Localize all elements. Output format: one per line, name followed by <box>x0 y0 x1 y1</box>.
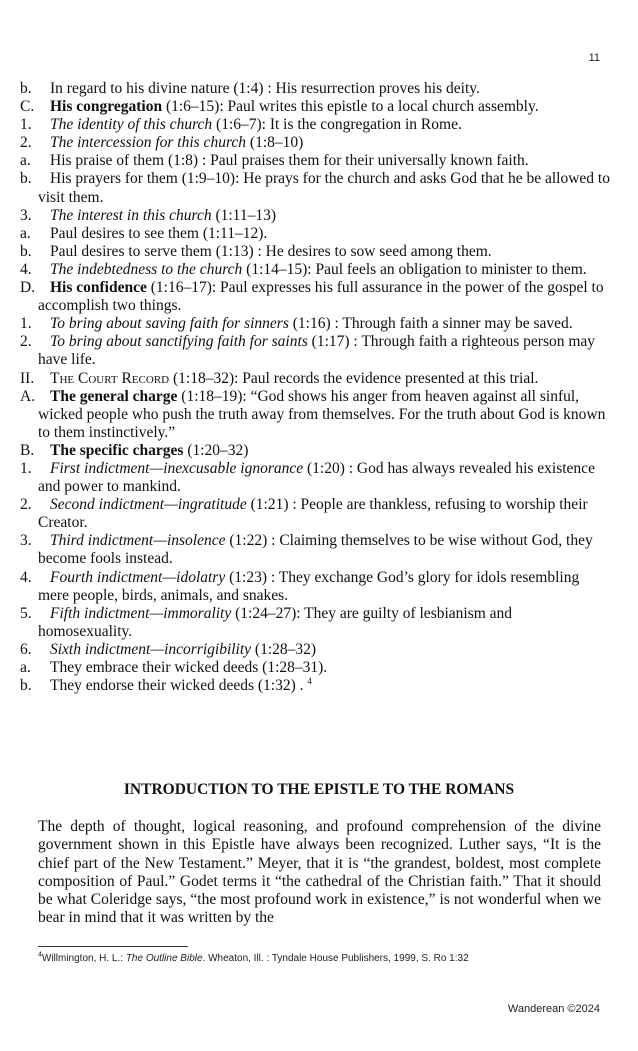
outline-marker: 2. <box>20 333 32 351</box>
outline-marker: 3. <box>20 206 32 224</box>
outline-description: (1:23) : They exchange God’s glory for idols resembling mere people, birds, animals, and snakes. <box>38 568 580 604</box>
outline-text <box>38 605 610 641</box>
outline-item <box>20 134 610 152</box>
outline-item <box>20 170 610 206</box>
outline-text <box>38 98 610 116</box>
outline-item <box>20 98 610 116</box>
intro-paragraph: The depth of thought, logical reasoning, and profound comprehension of the divine government shown in this Epistle have always been recognized. Luther says, “It is the chief part of the New Testament.” Meyer, that it is “the grandest, boldest, most complete composition of Paul.” Godet terms it “the cathedral of the Christian faith.” That it should be what Coleridge says, “the most profound work in existence,” is not wonderful when we bear in mind that it was written by the <box>38 818 601 927</box>
section-heading: INTRODUCTION TO THE EPISTLE TO THE ROMANS <box>123 781 515 798</box>
outline-description: In regard to his divine nature (1:4) : His resurrection proves his deity. <box>50 80 480 97</box>
outline-item <box>20 569 610 605</box>
outline-title: His confidence <box>50 279 147 297</box>
outline-title: The interest in this church <box>50 206 212 224</box>
outline-description: (1:18–32): Paul records the evidence presented at this trial. <box>169 369 539 387</box>
outline-description: (1:8–10) <box>246 134 304 152</box>
outline-title: The general charge <box>50 387 178 405</box>
outline-item <box>20 315 610 333</box>
outline-text <box>38 370 610 388</box>
outline-text <box>38 677 610 695</box>
outline-description: Paul desires to serve them (1:13) : He desires to sow seed among them. <box>50 242 492 260</box>
outline-title: The specific charges <box>50 441 184 459</box>
outline-description: (1:22) : Claiming themselves to be wise without God, they become fools instead. <box>38 532 593 568</box>
outline-marker: D. <box>20 279 36 297</box>
outline-description: His prayers for them (1:9–10): He prays for the church and asks God that he be allowed to visit them. <box>38 170 610 206</box>
outline-item <box>20 388 610 442</box>
outline-marker: a. <box>20 659 31 676</box>
outline-marker: C. <box>20 98 35 116</box>
outline-text <box>38 388 610 442</box>
outline-description: (1:20–32) <box>183 441 249 459</box>
outline-marker: 1. <box>20 116 32 134</box>
outline-text <box>38 569 610 605</box>
outline-marker: a. <box>20 224 31 242</box>
outline-title: The indebtedness to the church <box>50 260 243 278</box>
footnote-publisher: . Wheaton, Ill. : Tyndale House Publishers, 1999, S. Ro 1:32 <box>202 953 469 964</box>
outline-text <box>38 315 610 333</box>
outline-text <box>38 116 610 134</box>
outline-text <box>38 641 610 659</box>
outline-marker: 6. <box>20 640 32 658</box>
outline-text <box>38 225 610 243</box>
outline-item <box>20 80 610 98</box>
outline-marker: 2. <box>20 134 32 152</box>
outline-marker: 4. <box>20 260 32 278</box>
outline-marker: 1. <box>20 315 32 333</box>
outline-marker: 4. <box>20 568 32 586</box>
outline-description: (1:20) : God has always revealed his existence and power to mankind. <box>38 459 595 496</box>
footnote-title: The Outline Bible <box>125 953 203 964</box>
page-number: 11 <box>588 52 600 64</box>
outline-text <box>38 207 610 225</box>
outline-marker: b. <box>20 242 32 260</box>
outline-item <box>20 641 610 659</box>
outline-title: Third indictment—insolence <box>50 532 226 550</box>
outline-description: (1:21) : People are thankless, refusing to worship their Creator. <box>38 496 588 532</box>
outline-marker: 2. <box>20 496 32 514</box>
outline-description: (1:18–19): “God shows his anger from heaven against all sinful, wicked people who push the truth away from themselves. For the truth about God is known to them instinctively.” <box>38 387 606 441</box>
outline-description: (1:24–27): They are guilty of lesbianism and homosexuality. <box>38 604 513 640</box>
outline-item <box>20 605 610 641</box>
outline-text <box>38 261 610 279</box>
outline-title: The intercession for this church <box>50 134 247 152</box>
outline-text <box>38 243 610 261</box>
outline-description: (1:28–32) <box>251 640 317 658</box>
outline-description: (1:11–13) <box>211 206 277 224</box>
outline-item <box>20 460 610 496</box>
outline-title: Second indictment—ingratitude <box>50 496 247 514</box>
outline-description: (1:6–15): Paul writes this epistle to a local church assembly. <box>162 98 539 116</box>
outline-description: (1:14–15): Paul feels an obligation to minister to them. <box>242 260 587 278</box>
outline-marker: b. <box>20 80 32 97</box>
outline-description: (1:16) : Through faith a sinner may be saved. <box>288 315 573 333</box>
outline-item <box>20 333 610 369</box>
footnote-reference: 4 <box>307 675 312 686</box>
outline-item <box>20 116 610 134</box>
outline-item <box>20 496 610 532</box>
outline-text <box>38 80 610 98</box>
outline-marker: 5. <box>20 604 32 622</box>
footnote <box>38 953 608 964</box>
outline-marker: 3. <box>20 532 32 550</box>
outline-text <box>38 442 610 460</box>
outline-item <box>20 243 610 261</box>
outline-title: Fourth indictment—idolatry <box>50 568 226 586</box>
outline-title: To bring about sanctifying faith for saints <box>50 333 308 351</box>
outline-marker: b. <box>20 170 32 188</box>
outline-title: First indictment—inexcusable ignorance <box>50 459 304 477</box>
outline-title: To bring about saving faith for sinners <box>50 315 289 333</box>
outline-description: His praise of them (1:8) : Paul praises them for their universally known faith. <box>50 152 529 170</box>
outline-item <box>20 261 610 279</box>
outline-item <box>20 659 610 677</box>
outline-text <box>38 152 610 170</box>
footnote-number: 4 <box>38 951 42 959</box>
outline-text <box>38 460 610 496</box>
outline-marker: A. <box>20 387 36 405</box>
outline-marker: 1. <box>20 459 32 477</box>
outline-text <box>38 170 610 206</box>
outline-item <box>20 370 610 388</box>
outline-marker: a. <box>20 152 31 170</box>
outline-item <box>20 532 610 568</box>
outline-title: Sixth indictment—incorrigibility <box>50 640 252 658</box>
outline-title: His congregation <box>50 98 163 116</box>
outline-title: The Court Record <box>50 369 170 387</box>
outline-description: (1:16–17): Paul expresses his full assurance in the power of the gospel to accomplish two things. <box>38 279 604 315</box>
outline-marker: b. <box>20 677 32 695</box>
outline-text <box>38 532 610 568</box>
footnote-divider <box>38 946 188 947</box>
outline-description: (1:6–7): It is the congregation in Rome. <box>212 116 462 134</box>
outline-description: They endorse their wicked deeds (1:32) . <box>50 677 308 695</box>
outline-description: Paul desires to see them (1:11–12). <box>50 224 268 242</box>
outline-marker: B. <box>20 441 35 459</box>
outline-item <box>20 207 610 225</box>
outline-text <box>38 279 610 315</box>
outline-item <box>20 152 610 170</box>
outline-text <box>38 659 610 677</box>
outline-item <box>20 677 610 695</box>
outline-marker: II. <box>20 369 35 387</box>
outline-list <box>20 80 610 695</box>
outline-description: They embrace their wicked deeds (1:28–31). <box>50 659 328 676</box>
outline-item <box>20 279 610 315</box>
outline-title: The identity of this church <box>50 116 213 134</box>
outline-text <box>38 134 610 152</box>
footnote-author: Willmington, H. L.: <box>41 953 126 964</box>
outline-description: (1:17) : Through faith a righteous person may have life. <box>38 333 596 369</box>
outline-item <box>20 225 610 243</box>
outline-item <box>20 442 610 460</box>
outline-text <box>38 333 610 369</box>
outline-text <box>38 496 610 532</box>
copyright-notice: Wanderean ©2024 <box>507 1003 600 1015</box>
outline-title: Fifth indictment—immorality <box>50 604 232 622</box>
